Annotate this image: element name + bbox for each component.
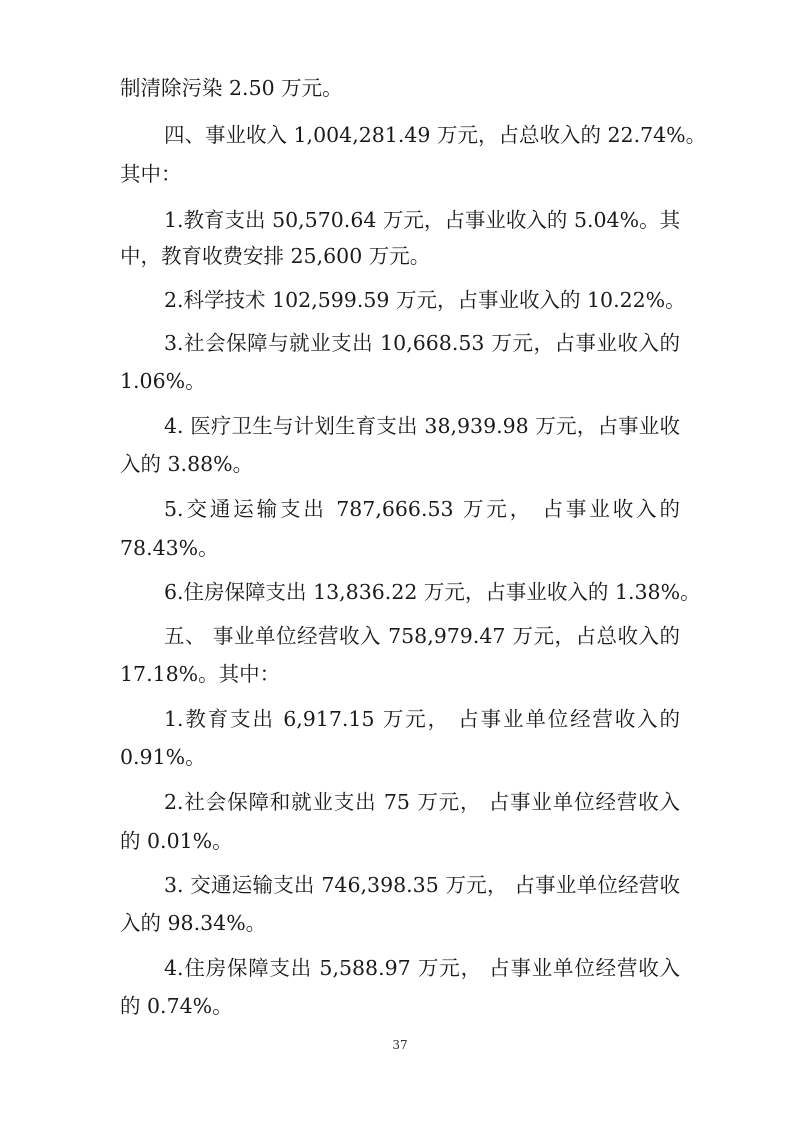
- text-line: 的 0.74%。: [120, 994, 233, 1018]
- page-number: 37: [392, 1038, 408, 1052]
- section-heading-4: 四、事业收入 1,004,281.49 万元，占总收入的 22.74%。: [164, 123, 707, 147]
- section-heading-5: 五、 事业单位经营收入 758,979.47 万元，占总收入的: [164, 624, 680, 648]
- list-item: 1.教育支出 6,917.15 万元， 占事业单位经营收入的: [164, 707, 680, 731]
- text-line: 1.06%。: [120, 369, 206, 393]
- text-line: 78.43%。: [120, 536, 219, 560]
- text-line: 其中：: [120, 162, 182, 186]
- list-item: 2.科学技术 102,599.59 万元，占事业收入的 10.22%。: [164, 288, 686, 312]
- text-line: 入的 98.34%。: [120, 911, 267, 935]
- text-line: 0.91%。: [120, 745, 206, 769]
- text-line: 17.18%。其中：: [120, 662, 281, 686]
- text-line: 入的 3.88%。: [120, 452, 254, 476]
- list-item: 4.住房保障支出 5,588.97 万元， 占事业单位经营收入: [164, 956, 680, 980]
- list-item: 5.交通运输支出 787,666.53 万元， 占事业收入的: [164, 497, 680, 521]
- list-item: 3.社会保障与就业支出 10,668.53 万元，占事业收入的: [164, 331, 680, 355]
- list-item: 4. 医疗卫生与计划生育支出 38,939.98 万元，占事业收: [164, 414, 680, 438]
- list-item: 6.住房保障支出 13,836.22 万元，占事业收入的 1.38%。: [164, 580, 701, 604]
- list-item: 2.社会保障和就业支出 75 万元， 占事业单位经营收入: [164, 790, 680, 814]
- text-line: 的 0.01%。: [120, 829, 233, 853]
- list-item: 1.教育支出 50,570.64 万元，占事业收入的 5.04%。其: [164, 208, 681, 232]
- list-item: 3. 交通运输支出 746,398.35 万元， 占事业单位经营收: [164, 873, 680, 897]
- text-line: 制清除污染 2.50 万元。: [120, 76, 343, 100]
- text-line: 中，教育收费安排 25,600 万元。: [120, 244, 431, 268]
